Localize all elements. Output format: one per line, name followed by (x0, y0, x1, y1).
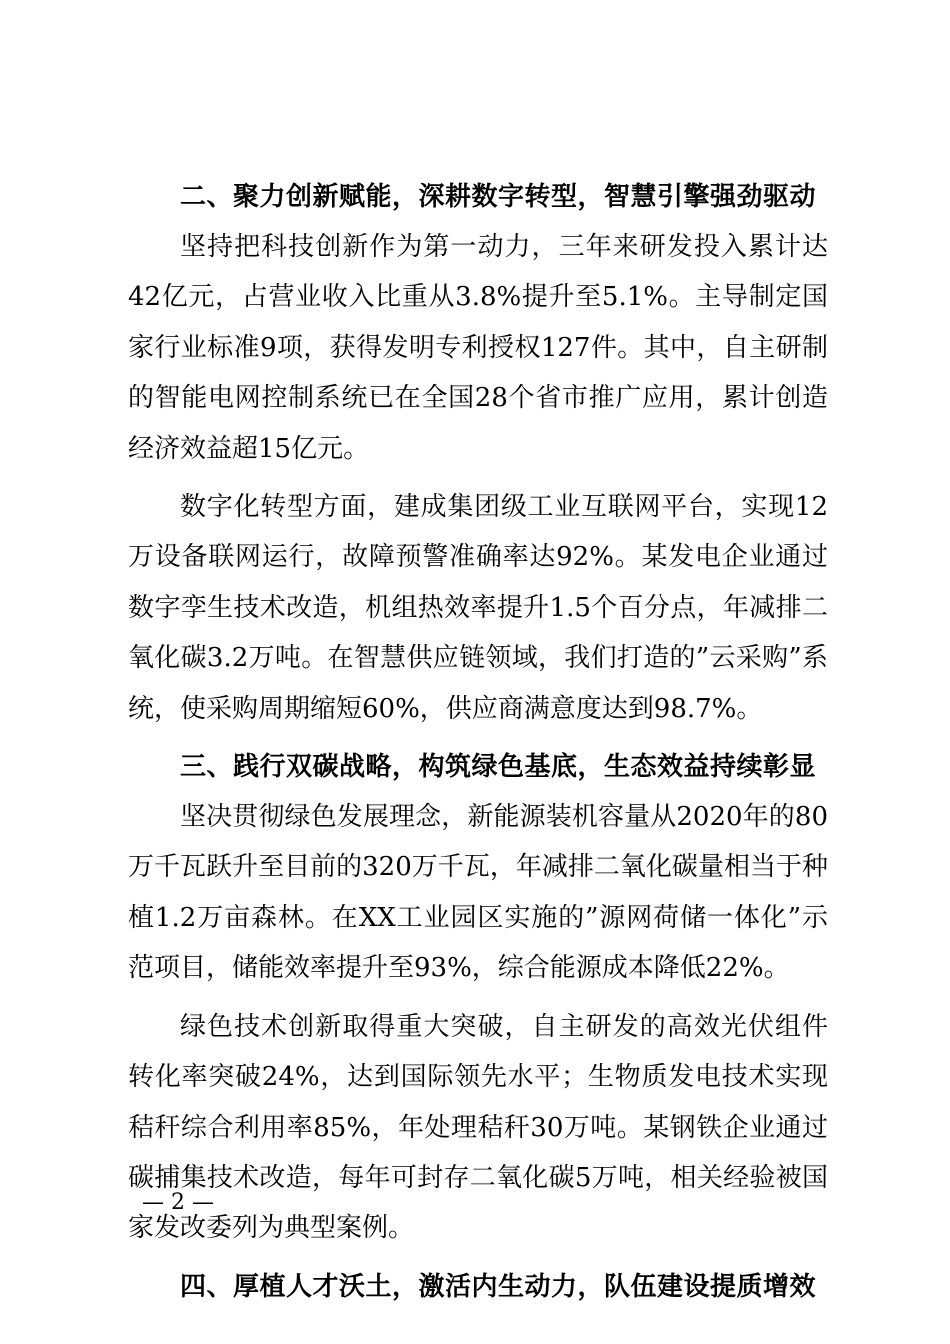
section-heading: 三、践行双碳战略，构筑绿色基底，生态效益持续彰显 (180, 752, 817, 783)
section-talent (128, 1262, 828, 1312)
section-heading: 二、聚力创新赋能，深耕数字转型，智慧引擎强劲驱动 (180, 182, 817, 212)
section-gap (128, 1254, 828, 1262)
page-number: — 2 — (142, 1190, 214, 1215)
paragraph-green-tech: 绿色技术创新取得重大突破，自主研发的高效光伏组件转化率突破24%，达到国际领先水平；生物质发电技术实现秸秆综合利用率85%，年处理秸秆30万吨。某钢铁企业通过碳捕集技术改造，每年可封存二氧化碳5万吨，相关经验被国家发改委列为典型案例。 (128, 1011, 828, 1244)
section-dual-carbon (128, 742, 828, 1254)
document-body (128, 172, 828, 1312)
section-innovation (128, 172, 828, 734)
paragraph-gap (128, 994, 828, 1002)
paragraph-digital-transformation: 数字化转型方面，建成集团级工业互联网平台，实现12万设备联网运行，故障预警准确率达92%。某发电企业通过数字孪生技术改造，机组热效率提升1.5个百分点，年减排二氧化碳3.2万吨。在智慧供应链领域，我们打造的”云采购”系统，使采购周期缩短60%，供应商满意度达到98.7%。 (128, 492, 828, 724)
paragraph-gap (128, 474, 828, 482)
section-heading: 四、厚植人才沃土，激活内生动力，队伍建设提质增效 (180, 1271, 817, 1302)
paragraph-rd-investment: 坚持把科技创新作为第一动力，三年来研发投入累计达42亿元，占营业收入比重从3.8%提升至5.1%。主导制定国家行业标准9项，获得发明专利授权127件。其中，自主研制的智能电网控制系统已在全国28个省市推广应用，累计创造经济效益超15亿元。 (128, 232, 828, 464)
section-gap (128, 734, 828, 742)
paragraph-new-energy: 坚决贯彻绿色发展理念，新能源装机容量从2020年的80万千瓦跃升至目前的320万千瓦，年减排二氧化碳量相当于种植1.2万亩森林。在XX工业园区实施的”源网荷储一体化”示范项目，储能效率提升至93%，综合能源成本降低22%。 (128, 802, 828, 984)
